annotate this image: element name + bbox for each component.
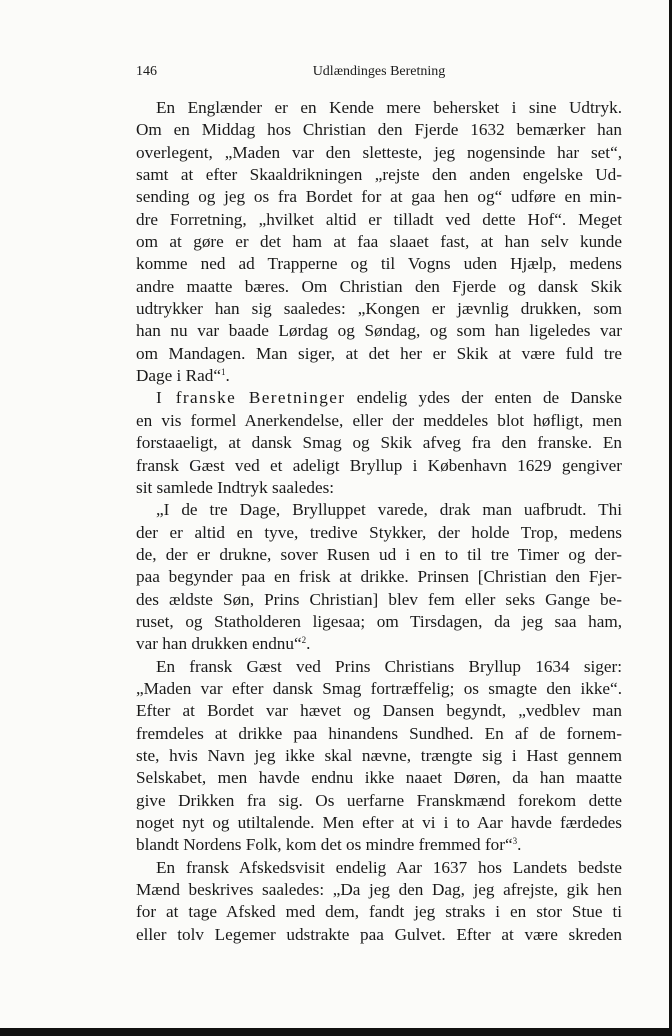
text-line [136, 164, 622, 186]
line-text: andre maatte bæres. Om Christian den Fjerde og dansk Skik [136, 276, 622, 296]
text-line [136, 879, 622, 901]
text-line [136, 276, 622, 298]
text-line [136, 633, 622, 655]
text-line [136, 387, 622, 409]
line-text: give Drikken fra sig. Os uerfarne Franskmænd forekom dette [136, 790, 622, 810]
text-line [136, 589, 622, 611]
line-text: Efter at Bordet var hævet og Dansen begyndt, „vedblev man [136, 701, 622, 721]
footnote-marker: 1 [220, 367, 226, 378]
text-line [136, 901, 622, 923]
text-line [136, 723, 622, 745]
line-text: udtrykker han sig saaledes: „Kongen er jævnlig drukken, som [136, 299, 622, 319]
text-line [136, 857, 622, 879]
text-line [136, 544, 622, 566]
text-line [136, 186, 622, 208]
line-text: eller tolv Legemer udstrakte paa Gulvet. Efter at være skreden [136, 924, 622, 944]
text-line [136, 745, 622, 767]
footnote-marker: 3 [512, 836, 518, 847]
line-end-punctuation: . [517, 835, 522, 855]
text-line [136, 522, 622, 544]
text-line [136, 298, 622, 320]
line-text: En fransk Gæst ved Prins Christians Bryllup 1634 siger: [156, 656, 622, 676]
line-text: var han drukken endnu“ [136, 634, 302, 654]
text-line [136, 477, 622, 499]
line-text: „Maden var efter dansk Smag fortræffelig; os smagte den ikke“. [136, 678, 622, 698]
line-text: endelig ydes der enten de Danske [345, 388, 622, 408]
line-text: han nu var baade Lørdag og Søndag, og som han ligeledes var [136, 321, 622, 341]
line-text: fransk Gæst ved et adeligt Bryllup i København 1629 gengiver [136, 455, 622, 475]
line-text: paa begynder paa en frisk at drikke. Prinsen [Christian den Fjer- [136, 567, 622, 587]
page-header [136, 64, 622, 84]
text-line [136, 678, 622, 700]
text-line [136, 700, 622, 722]
text-line [136, 611, 622, 633]
text-line [136, 812, 622, 834]
text-line [136, 142, 622, 164]
line-text: sending og jeg os fra Bordet for at gaa hen og“ udføre en min- [136, 187, 622, 207]
line-text: blandt Nordens Folk, kom det os mindre fremmed for“ [136, 835, 513, 855]
text-line [136, 365, 622, 387]
line-text: fremdeles at drikke paa hinandens Sundhed. En af de fornem- [136, 723, 622, 743]
text-line [136, 455, 622, 477]
text-line [136, 924, 622, 946]
line-text: „I de tre Dage, Brylluppet varede, drak man uafbrudt. Thi [156, 500, 622, 520]
text-line [136, 231, 622, 253]
line-text: komme ned ad Trapperne og til Vogns uden Hjælp, medens [136, 254, 622, 274]
text-line [136, 253, 622, 275]
line-text: de, der er drukne, sover Rusen ud i en to til tre Timer og der- [136, 544, 622, 564]
line-end-punctuation: . [306, 634, 311, 654]
text-line [136, 119, 622, 141]
text-line [136, 97, 622, 119]
page-edge-bottom [0, 1028, 672, 1036]
line-text: der er altid en tyve, tredive Stykker, der holde Trop, medens [136, 522, 622, 542]
line-end-punctuation: . [225, 366, 230, 386]
text-line [136, 834, 622, 856]
text-line [136, 566, 622, 588]
text-line [136, 209, 622, 231]
text-line [136, 343, 622, 365]
text-line [136, 767, 622, 789]
line-text: Dage i Rad“ [136, 366, 221, 386]
spaced-emphasis: I franske Beretninger [156, 388, 346, 408]
line-text: Selskabet, men havde endnu ikke naaet Døren, da han maatte [136, 768, 622, 788]
footnote-marker: 2 [301, 635, 307, 646]
line-text: om Mandagen. Man siger, at det her er Skik at være fuld tre [136, 343, 622, 363]
line-text: des ældste Søn, Prins Christian] blev fem eller seks Gange be- [136, 589, 622, 609]
line-text: overlegent, „Maden var den sletteste, jeg nogensinde har set“, [136, 142, 622, 162]
running-title: Udlændinges Beretning [312, 64, 446, 79]
text-line [136, 499, 622, 521]
text-line [136, 432, 622, 454]
text-line [136, 790, 622, 812]
line-text: forstaaeligt, at dansk Smag og Skik afveg fra den franske. En [136, 433, 622, 453]
body-text [136, 97, 622, 946]
line-text: sit samlede Indtryk saaledes: [136, 477, 335, 497]
page-number: 146 [136, 64, 157, 79]
line-text: en vis formel Anerkendelse, eller der meddeles blot høfligt, men [136, 410, 622, 430]
line-text: om at gøre er det ham at faa slaaet fast, at han selv kunde [136, 232, 622, 252]
line-text: ruset, og Statholderen ligesaa; om Tirsdagen, da jeg saa ham, [136, 611, 622, 631]
line-text: for at tage Afsked med dem, fandt jeg straks i en stor Stue ti [136, 902, 622, 922]
line-text: En Englænder er en Kende mere behersket i sine Udtryk. [156, 98, 622, 117]
line-text: noget nyt og utiltalende. Men efter at vi i to Aar havde færdedes [136, 813, 622, 832]
line-text: ste, hvis Navn jeg ikke skal nævne, trængte sig i Hast gennem [136, 745, 622, 765]
text-line [136, 410, 622, 432]
line-text: dre Forretning, „hvilket altid er tilladt ved dette Hof“. Meget [136, 209, 622, 229]
line-text: samt at efter Skaaldrikningen „rejste den anden engelske Ud- [136, 165, 622, 185]
line-text: Om en Middag hos Christian den Fjerde 1632 bemærker han [136, 120, 622, 140]
text-line [136, 320, 622, 342]
line-text: Mænd beskrives saaledes: „Da jeg den Dag, jeg afrejste, gik hen [136, 880, 622, 900]
line-text: En fransk Afskedsvisit endelig Aar 1637 hos Landets bedste [156, 857, 622, 877]
text-line [136, 656, 622, 678]
